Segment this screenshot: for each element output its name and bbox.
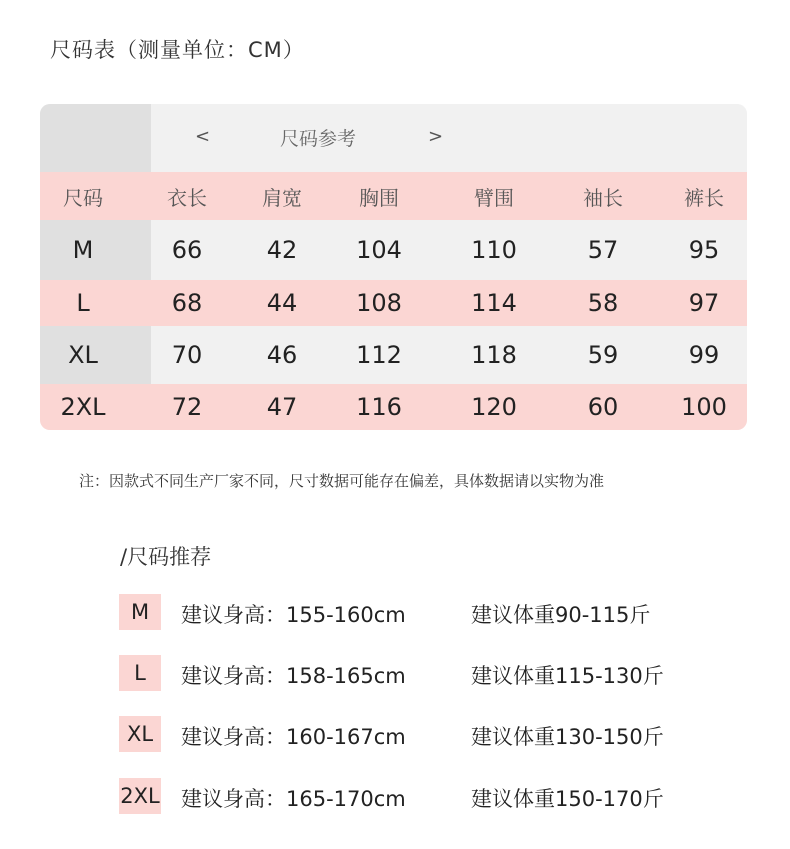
table-cell: 59 (587, 341, 619, 369)
table-cell: 118 (471, 341, 517, 369)
recommend-row (0, 778, 790, 814)
header-cell: 肩宽 (262, 185, 302, 210)
table-nav-row (40, 104, 747, 172)
table-cell: 57 (587, 236, 619, 264)
table-cell: 112 (356, 341, 402, 369)
recommended-height: 建议身高：155-160cm (181, 603, 406, 627)
recommended-weight: 建议体重90-115斤 (471, 603, 651, 627)
table-cell: 99 (688, 341, 720, 369)
table-cell: 104 (356, 236, 402, 264)
recommend-row (0, 716, 790, 752)
table-cell: 46 (266, 341, 298, 369)
recommend-title: /尺码推荐 (120, 545, 212, 569)
header-cell: 衣长 (167, 185, 207, 210)
table-cell: 110 (471, 236, 517, 264)
size-cell: L (76, 289, 90, 317)
table-cell: 58 (587, 289, 619, 317)
header-cell: 胸围 (359, 185, 399, 210)
table-corner (40, 104, 151, 172)
table-cell: 95 (688, 236, 720, 264)
prev-arrow-icon[interactable]: < (195, 126, 211, 147)
table-cell: 116 (356, 393, 402, 421)
size-cell: 2XL (60, 393, 106, 421)
size-cell: M (72, 236, 94, 264)
table-cell: 114 (471, 289, 517, 317)
table-header-row (40, 172, 747, 220)
disclaimer-note: 注：因款式不同生产厂家不同，尺寸数据可能存在偏差，具体数据请以实物为准 (79, 472, 605, 490)
table-cell: 100 (681, 393, 727, 421)
recommended-weight: 建议体重115-130斤 (471, 664, 664, 688)
table-cell: 42 (266, 236, 298, 264)
header-cell: 袖长 (583, 185, 623, 210)
size-cell: XL (68, 341, 98, 369)
table-row (40, 280, 747, 326)
size-badge: 2XL (119, 778, 161, 814)
table-cell: 108 (356, 289, 402, 317)
table-row (40, 220, 747, 280)
table-cell: 44 (266, 289, 298, 317)
header-cell: 臂围 (474, 185, 514, 210)
table-cell: 72 (171, 393, 203, 421)
recommended-height: 建议身高：158-165cm (181, 664, 406, 688)
size-badge: L (119, 655, 161, 691)
table-cell: 97 (688, 289, 720, 317)
next-arrow-icon[interactable]: > (428, 126, 444, 147)
table-cell: 120 (471, 393, 517, 421)
table-nav-label: 尺码参考 (280, 128, 357, 150)
table-cell: 66 (171, 236, 203, 264)
table-row (40, 326, 747, 384)
recommended-height: 建议身高：165-170cm (181, 787, 406, 811)
table-cell: 60 (587, 393, 619, 421)
table-cell: 70 (171, 341, 203, 369)
recommend-row (0, 594, 790, 630)
table-row (40, 384, 747, 430)
recommended-weight: 建议体重130-150斤 (471, 725, 664, 749)
recommend-row (0, 655, 790, 691)
recommended-height: 建议身高：160-167cm (181, 725, 406, 749)
header-cell: 尺码 (63, 185, 103, 210)
recommended-weight: 建议体重150-170斤 (471, 787, 664, 811)
size-badge: M (119, 594, 161, 630)
page-title: 尺码表（测量单位：CM） (50, 38, 305, 62)
size-table (40, 104, 747, 430)
table-cell: 47 (266, 393, 298, 421)
size-badge: XL (119, 716, 161, 752)
table-cell: 68 (171, 289, 203, 317)
header-cell: 裤长 (684, 185, 724, 210)
